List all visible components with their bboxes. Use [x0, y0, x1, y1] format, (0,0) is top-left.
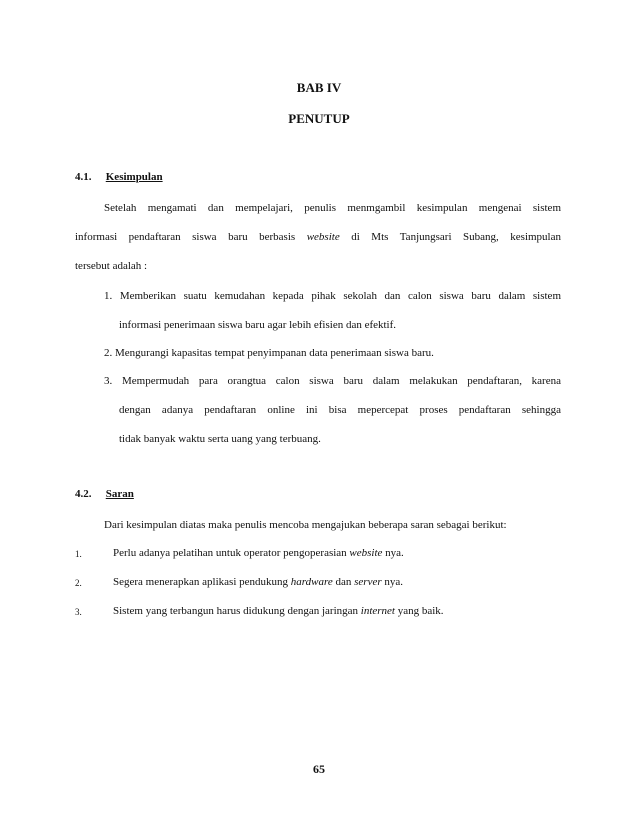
chapter-label: BAB IV: [296, 80, 342, 95]
list-item-line: 2. Mengurangi kapasitas tempat penyimpanan data penerimaan siswa baru.: [104, 347, 434, 359]
list-item-line: 3. Mempermudah para orangtua calon siswa baru dalam melakukan pendaftaran, karena: [104, 375, 561, 387]
section-number: 4.2.: [75, 488, 92, 500]
list-item-line: informasi penerimaan siswa baru agar lebih efisien dan efektif.: [119, 319, 397, 331]
page-number: 65: [313, 762, 325, 776]
list-item-line: tidak banyak waktu serta uang yang terbuang.: [119, 433, 321, 445]
section-number: 4.1.: [75, 171, 92, 183]
paragraph-line: Dari kesimpulan diatas maka penulis mencoba mengajukan beberapa saran sebagai berikut:: [104, 519, 507, 531]
text-run: dan: [332, 576, 355, 588]
list-item-line: 1. Memberikan suatu kemudahan kepada pihak sekolah dan calon siswa baru dalam sistem: [104, 290, 561, 302]
paragraph-line: Setelah mengamati dan mempelajari, penulis menmgambil kesimpulan mengenai sistem: [104, 202, 561, 214]
text-run: di Mts Tanjungsari Subang, kesimpulan: [339, 231, 562, 243]
text-run: informasi pendaftaran siswa baru berbasis: [75, 231, 307, 243]
list-number: 3.: [75, 607, 82, 617]
list-item-line: [113, 546, 404, 560]
text-run: nya.: [382, 547, 404, 559]
section-heading-saran: [75, 488, 134, 500]
text-run: Segera menerapkan aplikasi pendukung: [113, 576, 291, 588]
section-title: Kesimpulan: [105, 171, 163, 183]
italic-term: website: [306, 231, 340, 243]
italic-term: internet: [360, 605, 395, 617]
list-item-line: [113, 604, 444, 618]
text-run: nya.: [381, 576, 404, 588]
paragraph-line: [75, 230, 561, 244]
list-number: 1.: [75, 549, 82, 559]
paragraph-line: tersebut adalah :: [75, 260, 148, 272]
section-heading-kesimpulan: [75, 171, 163, 183]
italic-term: server: [354, 576, 382, 588]
list-item-line: dengan adanya pendaftaran online ini bisa mepercepat proses pendaftaran sehingga: [119, 404, 561, 416]
text-run: Perlu adanya pelatihan untuk operator pengoperasian: [113, 547, 350, 559]
chapter-title: PENUTUP: [288, 111, 350, 126]
italic-term: website: [349, 547, 383, 559]
italic-term: hardware: [290, 576, 333, 588]
list-number: 2.: [75, 578, 82, 588]
text-run: Sistem yang terbangun harus didukung dengan jaringan: [113, 605, 361, 617]
text-run: yang baik.: [394, 605, 444, 617]
section-title: Saran: [105, 488, 134, 500]
list-item-line: [113, 575, 403, 589]
